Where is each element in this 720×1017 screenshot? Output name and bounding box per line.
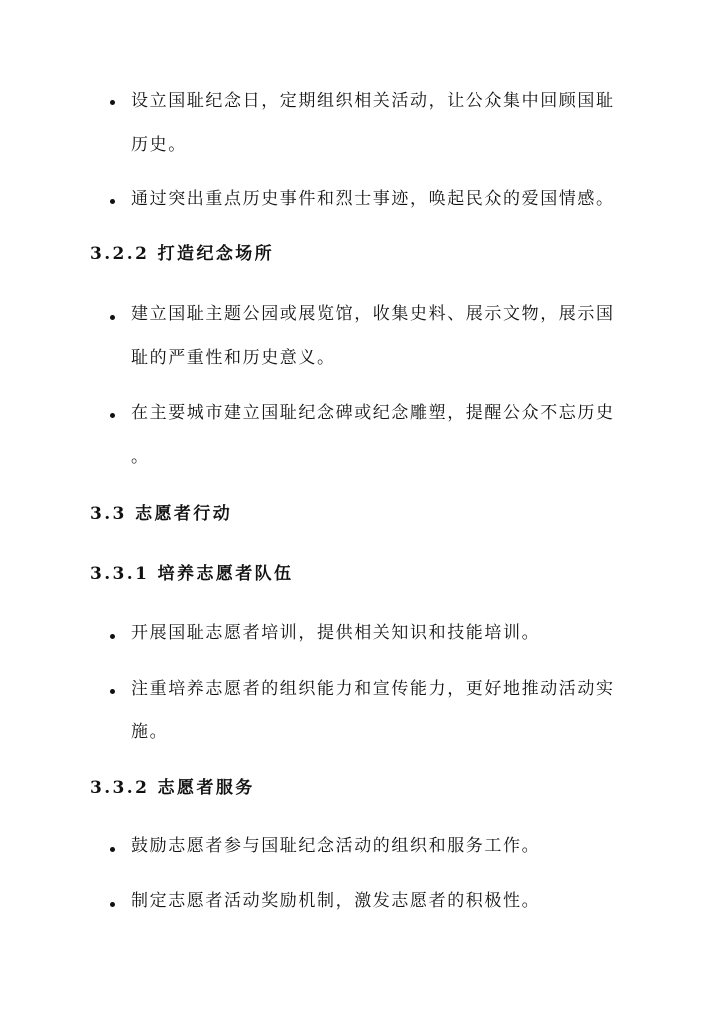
bullet-text-continuation: 耻的严重性和历史意义。 [131, 348, 336, 368]
section-heading: 3.3.2 志愿者服务 [90, 778, 255, 798]
bullet-dot [110, 199, 115, 204]
section-heading: 3.3 志愿者行动 [90, 504, 233, 524]
bullet-dot [110, 847, 115, 852]
section-heading: 3.3.1 培养志愿者队伍 [90, 564, 294, 584]
bullet-dot [110, 100, 115, 105]
bullet-text-continuation: 历史。 [131, 135, 187, 155]
bullet-text: 鼓励志愿者参与国耻纪念活动的组织和服务工作。 [131, 836, 541, 856]
bullet-text-continuation: 施。 [131, 722, 169, 742]
bullet-text: 建立国耻主题公园或展览馆，收集史料、展示文物，展示国 [131, 304, 615, 324]
section-heading: 3.2.2 打造纪念场所 [90, 244, 275, 264]
bullet-dot [110, 902, 115, 907]
bullet-text-continuation: 。 [131, 447, 150, 467]
bullet-dot [110, 634, 115, 639]
bullet-text: 注重培养志愿者的组织能力和宣传能力，更好地推动活动实 [131, 679, 615, 699]
bullet-text: 开展国耻志愿者培训，提供相关知识和技能培训。 [131, 623, 541, 643]
bullet-text: 通过突出重点历史事件和烈士事迹，唤起民众的爱国情感。 [131, 189, 615, 209]
bullet-dot [110, 689, 115, 694]
bullet-dot [110, 315, 115, 320]
bullet-text: 设立国耻纪念日，定期组织相关活动，让公众集中回顾国耻 [131, 91, 615, 111]
bullet-text: 在主要城市建立国耻纪念碑或纪念雕塑，提醒公众不忘历史 [131, 403, 615, 423]
bullet-dot [110, 413, 115, 418]
bullet-text: 制定志愿者活动奖励机制，激发志愿者的积极性。 [131, 891, 541, 911]
